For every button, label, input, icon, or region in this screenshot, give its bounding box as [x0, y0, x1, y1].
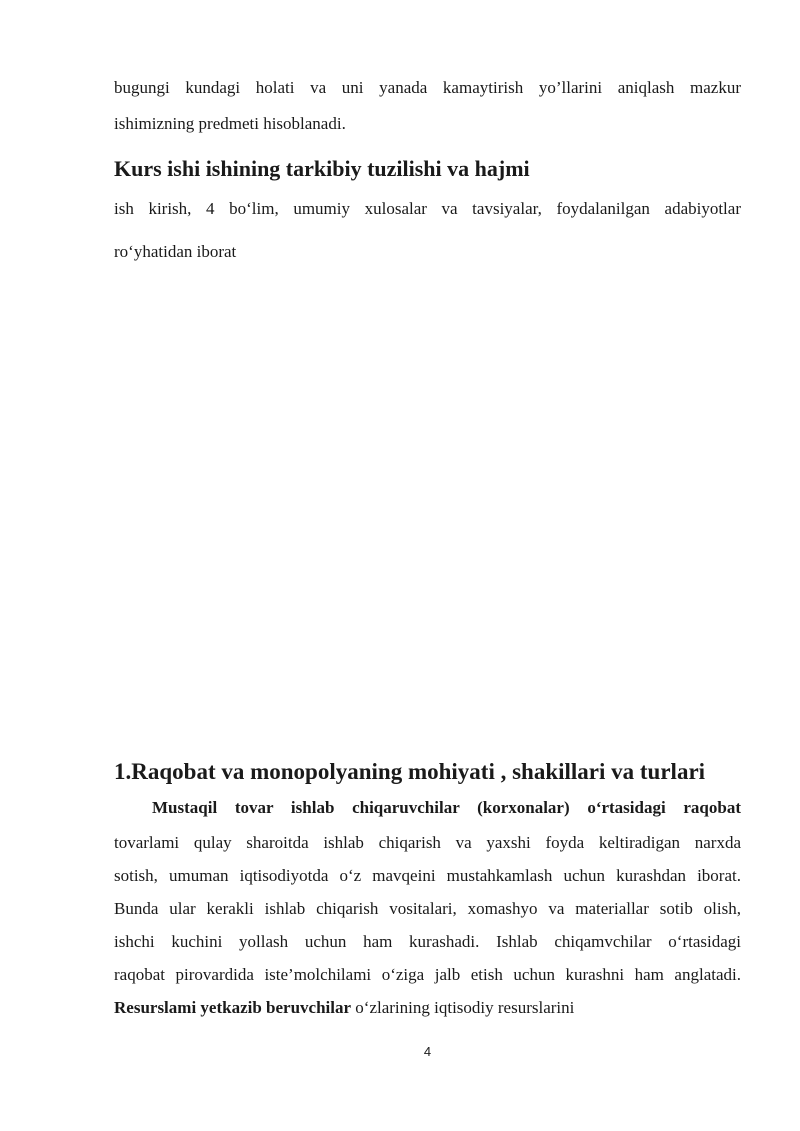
section-1-line-6: raqobat pirovardida iste’molchilami o‘ziga jalb etish uchun kurashni ham anglatadi. [114, 965, 741, 984]
bold-phrase: Resurslami yetkazib beruvchilar [114, 998, 352, 1017]
section-1-line-3: sotish, umuman iqtisodiyotda o‘z mavqeini mustahkamlash uchun kurashdan iborat. [114, 866, 741, 885]
structure-heading: Kurs ishi ishining tarkibiy tuzilishi va hajmi [114, 156, 530, 181]
section-1-line-7 [114, 998, 574, 1018]
structure-line-1: ish kirish, 4 bo‘lim, umumiy xulosalar va tavsiyalar, foydalanilgan adabiyotlar [114, 199, 741, 218]
structure-line-2: ro‘yhatidan iborat [114, 242, 237, 261]
line-7-rest: o‘zlarining iqtisodiy resurslarini [351, 998, 575, 1017]
section-1-line-2: tovarlami qulay sharoitda ishlab chiqarish va yaxshi foyda keltiradigan narxda [114, 833, 741, 852]
page-number: 4 [423, 1044, 432, 1059]
intro-line-2: ishimizning predmeti hisoblanadi. [114, 114, 346, 133]
section-1-lead: Mustaqil tovar ishlab chiqaruvchilar (korxonalar) o‘rtasidagi raqobat [152, 798, 741, 817]
section-1-line-5: ishchi kuchini yollash uchun ham kurashadi. Ishlab chiqamvchilar o‘rtasidagi [114, 932, 741, 951]
intro-line-1: bugungi kundagi holati va uni yanada kamaytirish yo’llarini aniqlash mazkur [114, 78, 741, 97]
section-1-heading: 1.Raqobat va monopolyaning mohiyati , shakillari va turlari [114, 759, 706, 784]
section-1-line-4: Bunda ular kerakli ishlab chiqarish vositalari, xomashyo va materiallar sotib olish, [114, 899, 741, 918]
